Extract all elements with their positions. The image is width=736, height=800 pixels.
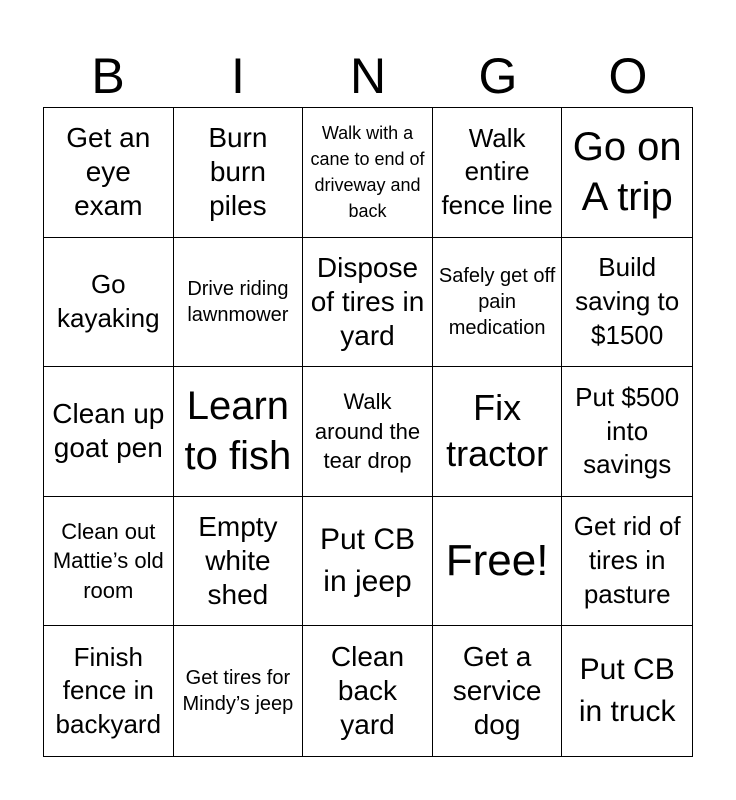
bingo-cell[interactable]: Go kayaking — [44, 238, 174, 368]
bingo-cell[interactable]: Safely get off pain medication — [433, 238, 563, 368]
bingo-cell[interactable]: Learn to fish — [174, 367, 304, 497]
bingo-cell[interactable]: Walk around the tear drop — [303, 367, 433, 497]
header-letter-g: G — [478, 48, 518, 104]
bingo-free-space[interactable]: Free! — [433, 497, 563, 627]
bingo-cell[interactable]: Walk entire fence line — [433, 108, 563, 238]
bingo-cell[interactable]: Put $500 into savings — [562, 367, 692, 497]
bingo-cell[interactable]: Burn burn piles — [174, 108, 304, 238]
bingo-cell[interactable]: Fix tractor — [433, 367, 563, 497]
bingo-cell[interactable]: Clean up goat pen — [44, 367, 174, 497]
bingo-cell[interactable]: Build saving to $1500 — [562, 238, 692, 368]
bingo-cell[interactable]: Get an eye exam — [44, 108, 174, 238]
bingo-header — [43, 46, 693, 106]
bingo-cell[interactable]: Put CB in truck — [578, 653, 676, 729]
bingo-card-grid — [43, 107, 693, 757]
header-letter-n: N — [349, 48, 387, 104]
bingo-cell[interactable]: Drive riding lawnmower — [174, 238, 304, 368]
bingo-cell[interactable]: Go on A trip — [562, 108, 692, 238]
bingo-cell[interactable]: Empty white shed — [174, 497, 304, 627]
bingo-cell[interactable]: Get rid of tires in pasture — [562, 497, 692, 627]
header-letter-b: B — [91, 48, 125, 104]
bingo-cell[interactable]: Put CB in jeep — [303, 497, 433, 627]
bingo-cell[interactable]: Clean out Mattie’s old room — [44, 497, 174, 627]
bingo-cell[interactable]: Dispose of tires in yard — [303, 238, 433, 368]
bingo-cell[interactable]: Get a service dog — [433, 626, 563, 756]
bingo-cell[interactable]: Get tires for Mindy’s jeep — [174, 626, 304, 756]
bingo-cell[interactable]: Clean back yard — [303, 626, 433, 756]
bingo-cell[interactable]: Finish fence in backyard — [44, 626, 174, 756]
header-letter-o: O — [608, 48, 648, 104]
header-letter-i: I — [231, 48, 245, 104]
bingo-cell[interactable]: Walk with a cane to end of driveway and back — [303, 108, 433, 238]
